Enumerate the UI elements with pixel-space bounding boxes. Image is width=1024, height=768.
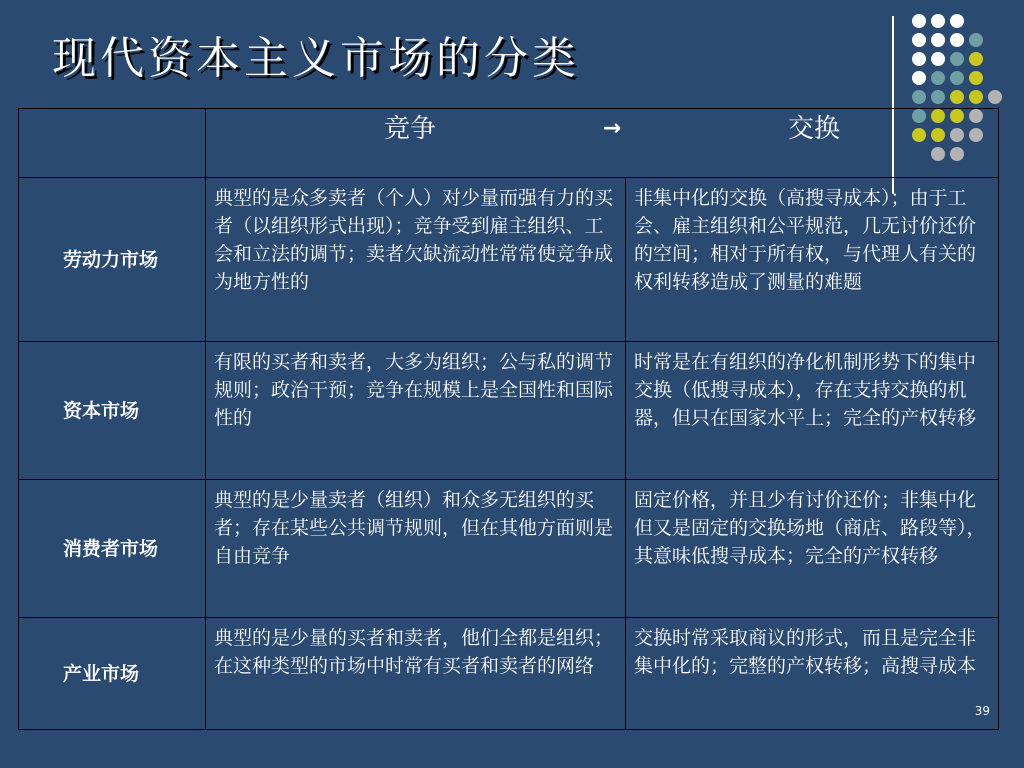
- competition-cell: 有限的买者和卖者，大多为组织；公与私的调节规则；政治干预；竞争在规模上是全国性和国际性的: [206, 342, 626, 480]
- header-flow-cell: [206, 109, 999, 178]
- page-number: 39: [974, 704, 990, 718]
- decorative-dot: [931, 33, 945, 47]
- table-header-row: [19, 109, 999, 178]
- competition-cell: 典型的是少量卖者（组织）和众多无组织的买者；存在某些公共调节规则，但在其他方面则是自由竞争: [206, 480, 626, 618]
- market-classification-table: [18, 108, 999, 730]
- header-competition-label: 竞争: [384, 114, 437, 144]
- competition-cell: 典型的是少量的买者和卖者，他们全都是组织；在这种类型的市场中时常有买者和卖者的网络: [206, 618, 626, 730]
- decorative-dot: [931, 14, 945, 28]
- decorative-dot: [950, 52, 964, 66]
- row-label-labor-market: 劳动力市场: [19, 178, 206, 342]
- decorative-dot: [969, 33, 983, 47]
- table-row: [19, 480, 999, 618]
- decorative-dot: [931, 90, 945, 104]
- decorative-dot: [912, 33, 926, 47]
- slide-title: 现代资本主义市场的分类: [52, 33, 580, 84]
- header-exchange-label: 交换: [787, 114, 840, 144]
- decorative-dot: [988, 90, 1002, 104]
- decorative-dot: [969, 71, 983, 85]
- decorative-dot: [950, 71, 964, 85]
- decorative-dot: [912, 14, 926, 28]
- row-label-industrial-market: 产业市场: [19, 618, 206, 730]
- decorative-dot: [950, 14, 964, 28]
- exchange-cell: 固定价格，并且少有讨价还价；非集中化但又是固定的交换场地（商店、路段等），其意味低搜寻成本；完全的产权转移: [626, 480, 999, 618]
- row-label-capital-market: 资本市场: [19, 342, 206, 480]
- table-row: [19, 178, 999, 342]
- header-corner-cell: [19, 109, 206, 178]
- exchange-cell: 时常是在有组织的净化机制形势下的集中交换（低搜寻成本），存在支持交换的机器，但只在国家水平上；完全的产权转移: [626, 342, 999, 480]
- exchange-cell: 交换时常采取商议的形式，而且是完全非集中化的；完整的产权转移；高搜寻成本: [626, 618, 999, 730]
- row-label-consumer-market: 消费者市场: [19, 480, 206, 618]
- decorative-dot: [931, 52, 945, 66]
- decorative-dot: [969, 90, 983, 104]
- exchange-cell: 非集中化的交换（高搜寻成本）；由于工会、雇主组织和公平规范，几无讨价还价的空间；相对于所有权，与代理人有关的权利转移造成了测量的难题: [626, 178, 999, 342]
- decorative-dot: [912, 71, 926, 85]
- table-row: [19, 342, 999, 480]
- decorative-dot: [950, 33, 964, 47]
- decorative-dot: [931, 71, 945, 85]
- right-arrow-icon: →: [602, 116, 622, 141]
- decorative-dot: [912, 90, 926, 104]
- competition-cell: 典型的是众多卖者（个人）对少量而强有力的买者（以组织形式出现）；竞争受到雇主组织、工会和立法的调节；卖者欠缺流动性常常使竞争成为地方性的: [206, 178, 626, 342]
- table-row: [19, 618, 999, 730]
- decorative-dot: [912, 52, 926, 66]
- decorative-dot: [969, 52, 983, 66]
- decorative-dot: [950, 90, 964, 104]
